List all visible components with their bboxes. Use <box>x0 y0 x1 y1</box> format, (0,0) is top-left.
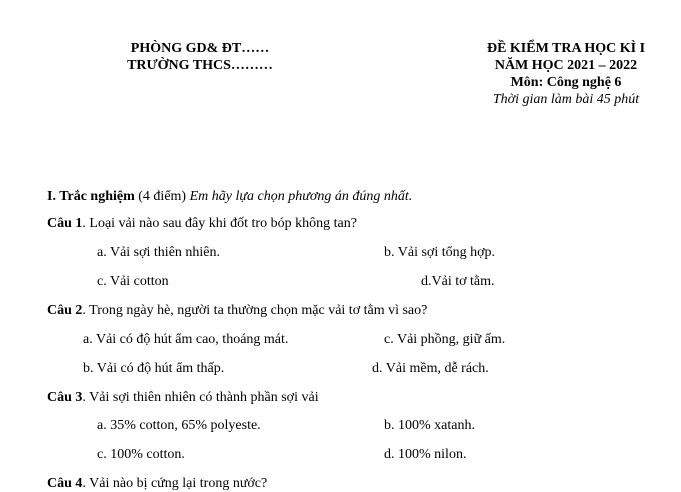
school-department: PHÒNG GD& ĐT…… <box>130 41 270 56</box>
question-label: Câu 2 <box>47 303 83 318</box>
question-label: Câu 3 <box>47 390 83 405</box>
q3-option-c: c. 100% cotton. <box>97 447 185 462</box>
question-text: . Vải nào bị cứng lại trong nước? <box>82 476 268 491</box>
question-label: Câu 1 <box>47 216 83 231</box>
q2-option-c: c. Vải phồng, giữ ấm. <box>384 332 506 347</box>
q1-option-d: d.Vải tơ tằm. <box>421 274 495 289</box>
subject: Môn: Công nghệ 6 <box>510 75 622 90</box>
section-points: (4 điểm) <box>134 189 190 204</box>
q1-option-c: c. Vải cotton <box>97 274 169 289</box>
question-2 <box>47 303 427 319</box>
q3-option-d: d. 100% nilon. <box>384 447 467 462</box>
exam-title: ĐỀ KIỂM TRA HỌC KÌ I <box>486 41 646 56</box>
question-label: Câu 4 <box>47 476 83 491</box>
section-title: I. Trắc nghiệm <box>47 189 135 204</box>
q3-option-a: a. 35% cotton, 65% polyeste. <box>97 418 261 433</box>
question-text: . Vải sợi thiên nhiên có thành phần sợi vải <box>82 390 319 405</box>
question-4 <box>47 476 267 492</box>
q1-option-b: b. Vải sợi tổng hợp. <box>384 245 495 260</box>
question-text: . Trong ngày hè, người ta thường chọn mặc vải tơ tằm vì sao? <box>82 303 428 318</box>
q2-option-a: a. Vải có độ hút ẩm cao, thoáng mát. <box>83 332 289 347</box>
question-text: . Loại vải nào sau đây khi đốt tro bóp không tan? <box>82 216 357 231</box>
q2-option-d: d. Vải mềm, dễ rách. <box>372 361 489 376</box>
section-instruction: Em hãy lựa chọn phương án đúng nhất. <box>189 189 413 204</box>
question-1 <box>47 216 357 232</box>
question-3 <box>47 390 319 406</box>
school-year: NĂM HỌC 2021 – 2022 <box>494 58 638 73</box>
q2-option-b: b. Vải có độ hút ẩm thấp. <box>83 361 225 376</box>
q1-option-a: a. Vải sợi thiên nhiên. <box>97 245 221 260</box>
q3-option-b: b. 100% xatanh. <box>384 418 475 433</box>
exam-duration: Thời gian làm bài 45 phút <box>492 92 640 107</box>
section-heading <box>47 189 412 205</box>
school-name: TRƯỜNG THCS……… <box>127 58 273 73</box>
